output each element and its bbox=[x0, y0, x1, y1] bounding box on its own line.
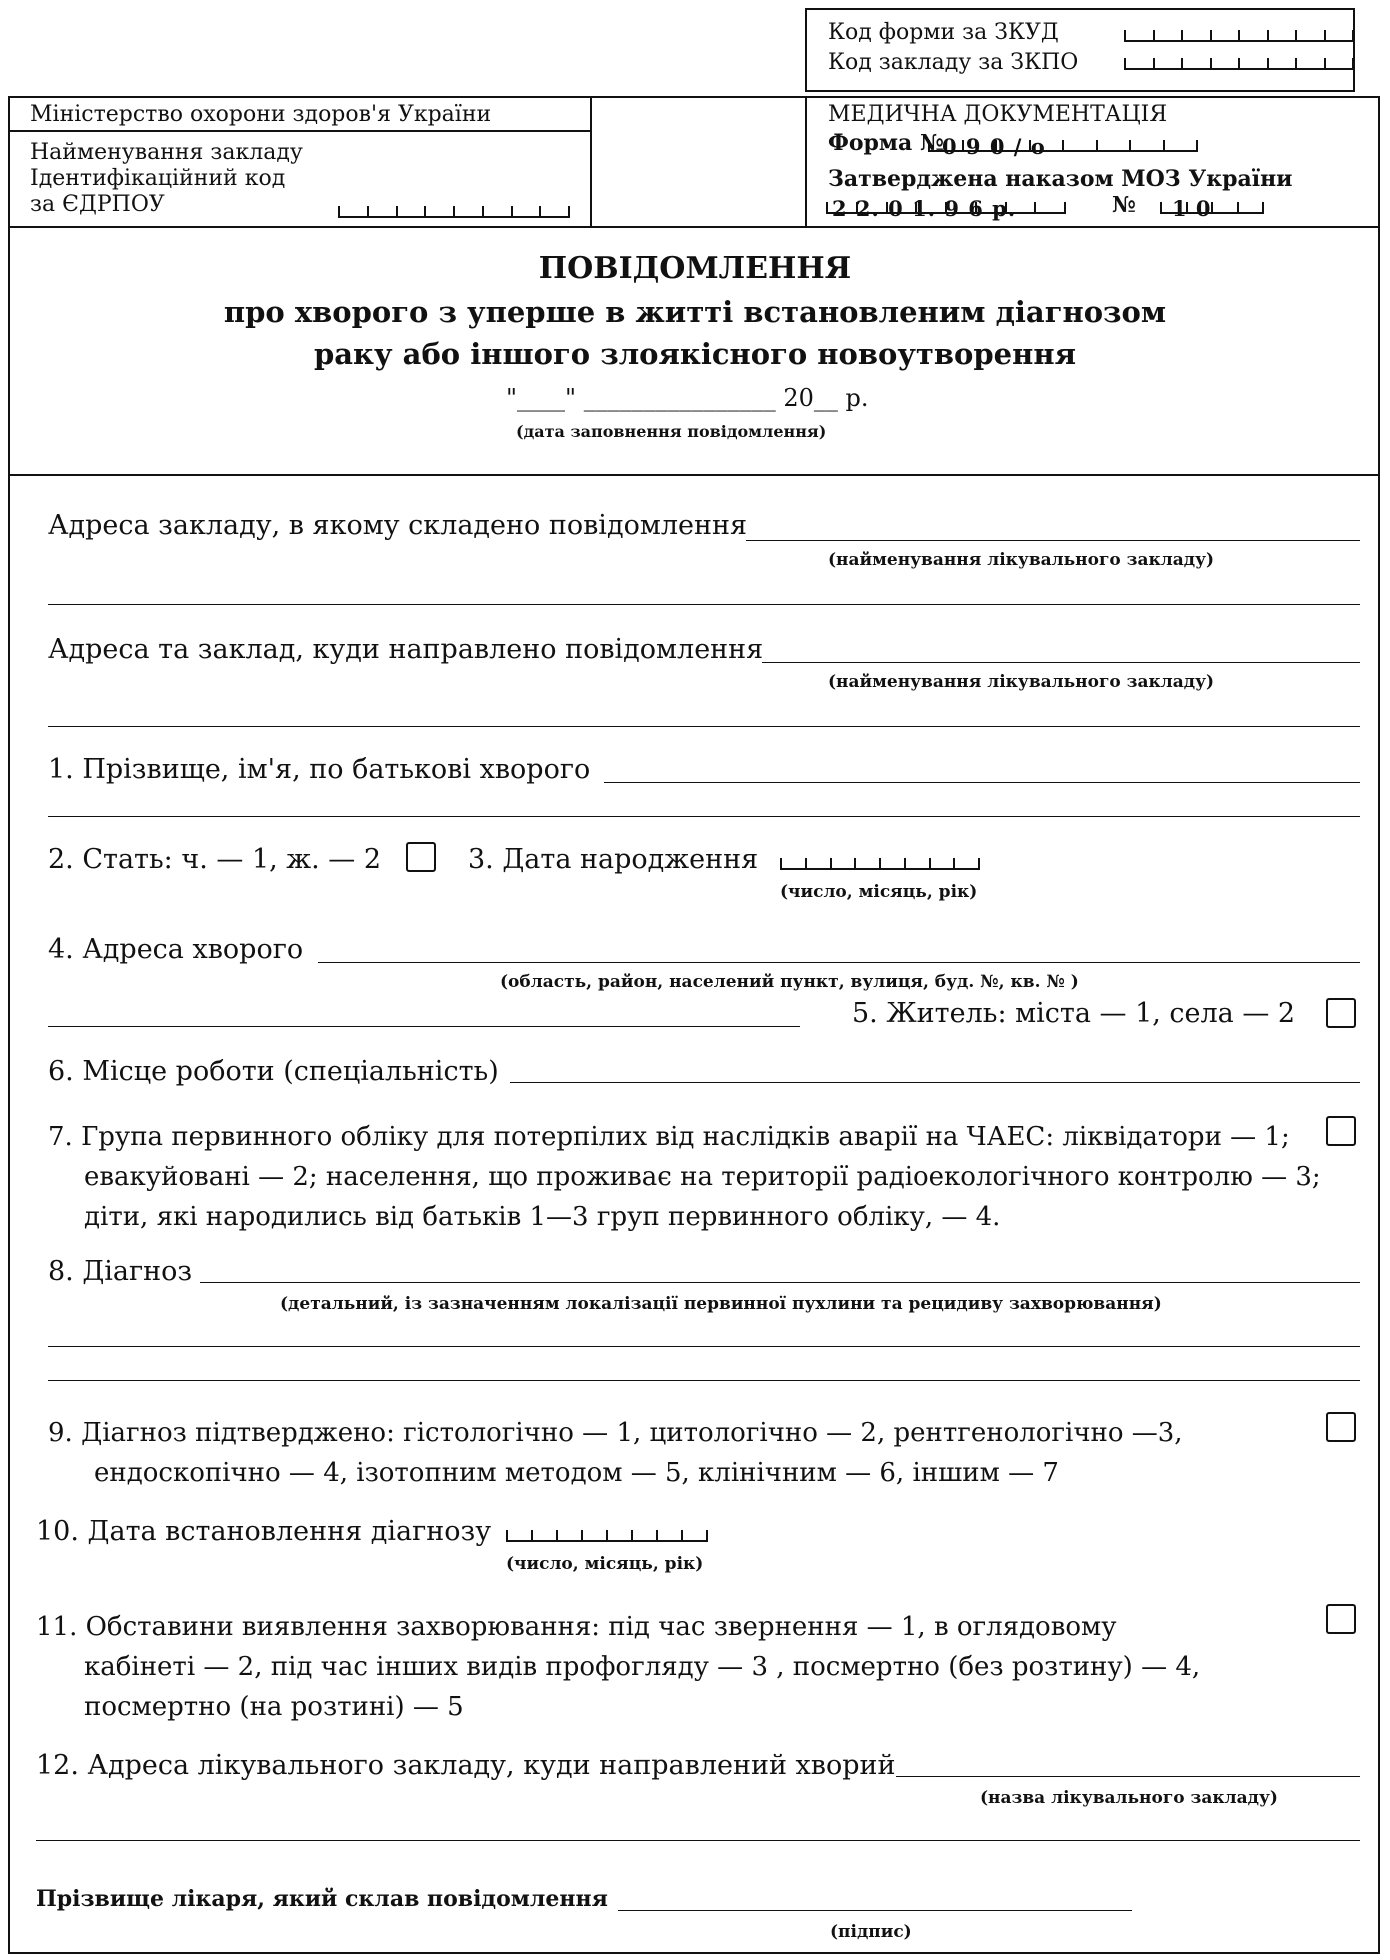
addr-composed-label: Адреса закладу, в якому складено повідомлення bbox=[48, 510, 747, 541]
zkpo-code-cells[interactable] bbox=[1124, 58, 1354, 70]
workplace-field[interactable] bbox=[510, 1082, 1360, 1083]
addr-sent-field-2[interactable] bbox=[48, 726, 1360, 727]
circumstances-line-3: посмертно (на розтині) — 5 bbox=[84, 1692, 464, 1722]
order-number-value: 1 0 bbox=[1172, 196, 1212, 221]
addr-composed-field-2[interactable] bbox=[48, 604, 1360, 605]
addr-sent-field[interactable] bbox=[762, 662, 1360, 663]
referral-address-field-2[interactable] bbox=[36, 1840, 1360, 1841]
birth-date-hint: (число, місяць, рік) bbox=[780, 882, 978, 902]
birth-date-label: 3. Дата народження bbox=[468, 844, 759, 875]
diagnosis-field-2[interactable] bbox=[48, 1346, 1360, 1347]
patient-address-field-2[interactable] bbox=[48, 1026, 800, 1027]
header-divider-right bbox=[805, 96, 807, 226]
referral-address-hint: (назва лікувального закладу) bbox=[980, 1788, 1278, 1808]
edrpou-label: за ЄДРПОУ bbox=[30, 192, 165, 217]
chernobyl-group-line-3: діти, які народились від батьків 1—3 груп первинного обліку, — 4. bbox=[84, 1202, 1001, 1232]
diagnosis-date-hint: (число, місяць, рік) bbox=[506, 1554, 704, 1574]
addr-sent-hint: (найменування лікувального закладу) bbox=[828, 672, 1215, 692]
ministry-underline bbox=[8, 130, 590, 132]
patient-name-field[interactable] bbox=[604, 782, 1360, 783]
circumstances-line-1: 11. Обставини виявлення захворювання: під час звернення — 1, в оглядовому bbox=[36, 1612, 1117, 1642]
patient-address-label: 4. Адреса хворого bbox=[48, 934, 304, 965]
chernobyl-group-line-1: 7. Група первинного обліку для потерпілих від наслідків аварії на ЧАЕС: ліквідатори — 1; bbox=[48, 1122, 1290, 1152]
diagnosis-field[interactable] bbox=[200, 1282, 1360, 1283]
chernobyl-group-line-2: евакуйовані — 2; населення, що проживає на території радіоекологічного контролю — 3; bbox=[84, 1162, 1321, 1192]
header-bottom-line bbox=[8, 226, 1380, 228]
document-title: ПОВІДОМЛЕННЯ bbox=[538, 251, 852, 286]
diagnosis-confirmed-checkbox[interactable] bbox=[1326, 1412, 1356, 1442]
edrpou-cells[interactable] bbox=[338, 206, 570, 218]
diagnosis-label: 8. Діагноз bbox=[48, 1256, 193, 1287]
fill-date-line[interactable]: "____" ________________ 20__ р. bbox=[506, 384, 869, 412]
zkud-code-cells[interactable] bbox=[1124, 30, 1354, 42]
form-number-value: 0 9 0 / о bbox=[942, 134, 1046, 159]
approved-date-value: 2 2. 0 1. 9 6 р. bbox=[832, 196, 1017, 221]
diagnosis-hint: (детальний, із зазначенням локалізації первинної пухлини та рецидиву захворювання) bbox=[280, 1294, 1162, 1314]
resident-checkbox[interactable] bbox=[1326, 998, 1356, 1028]
addr-composed-hint: (найменування лікувального закладу) bbox=[828, 550, 1215, 570]
workplace-label: 6. Місце роботи (спеціальність) bbox=[48, 1056, 499, 1087]
institution-name-label: Найменування закладу bbox=[30, 140, 303, 165]
patient-name-field-2[interactable] bbox=[48, 816, 1360, 817]
form-number-label: Форма № bbox=[828, 130, 944, 156]
diagnosis-date-cells[interactable] bbox=[506, 1530, 708, 1542]
sex-checkbox[interactable] bbox=[406, 842, 436, 872]
order-number-label: № bbox=[1112, 192, 1136, 218]
diagnosis-field-3[interactable] bbox=[48, 1380, 1360, 1381]
header-divider-left bbox=[590, 96, 592, 226]
diagnosis-confirmed-line-1: 9. Діагноз підтверджено: гістологічно — 1, цитологічно — 2, рентгенологічно —3, bbox=[48, 1418, 1183, 1448]
zkud-label: Код форми за ЗКУД bbox=[828, 20, 1059, 45]
referral-address-label: 12. Адреса лікувального закладу, куди направлений хворий bbox=[36, 1750, 896, 1781]
circumstances-line-2: кабінеті — 2, під час інших видів профогляду — 3 , посмертно (без розтину) — 4, bbox=[84, 1652, 1201, 1682]
title-bottom-line bbox=[8, 474, 1380, 476]
diagnosis-confirmed-line-2: ендоскопічно — 4, ізотопним методом — 5, клінічним — 6, іншим — 7 bbox=[94, 1458, 1059, 1488]
signature-hint: (підпис) bbox=[830, 1922, 912, 1942]
addr-sent-label: Адреса та заклад, куди направлено повідомлення bbox=[48, 634, 764, 665]
doctor-name-field[interactable] bbox=[618, 1910, 1132, 1911]
sex-label: 2. Стать: ч. — 1, ж. — 2 bbox=[48, 844, 382, 875]
title-line-2: про хворого з уперше в житті встановленим діагнозом bbox=[223, 295, 1167, 329]
chernobyl-group-checkbox[interactable] bbox=[1326, 1116, 1356, 1146]
ministry-label: Міністерство охорони здоров'я України bbox=[30, 102, 492, 127]
resident-label: 5. Житель: міста — 1, села — 2 bbox=[852, 998, 1296, 1029]
referral-address-field[interactable] bbox=[896, 1776, 1360, 1777]
fill-date-hint: (дата заповнення повідомлення) bbox=[516, 422, 827, 441]
zkpo-label: Код закладу за ЗКПО bbox=[828, 50, 1079, 75]
doctor-name-label: Прізвище лікаря, який склав повідомлення bbox=[36, 1886, 608, 1912]
patient-name-label: 1. Прізвище, ім'я, по батькові хворого bbox=[48, 754, 591, 785]
id-code-label: Ідентифікаційний код bbox=[30, 166, 286, 191]
patient-address-hint: (область, район, населений пункт, вулиця, буд. №, кв. № ) bbox=[500, 972, 1079, 992]
med-doc-label: МЕДИЧНА ДОКУМЕНТАЦІЯ bbox=[828, 102, 1168, 127]
diagnosis-date-label: 10. Дата встановлення діагнозу bbox=[36, 1516, 492, 1547]
approved-label: Затверджена наказом МОЗ України bbox=[828, 166, 1293, 192]
title-line-3: раку або іншого злоякісного новоутворення bbox=[313, 337, 1076, 371]
birth-date-cells[interactable] bbox=[780, 858, 980, 870]
patient-address-field[interactable] bbox=[318, 962, 1360, 963]
circumstances-checkbox[interactable] bbox=[1326, 1604, 1356, 1634]
addr-composed-field[interactable] bbox=[746, 540, 1360, 541]
